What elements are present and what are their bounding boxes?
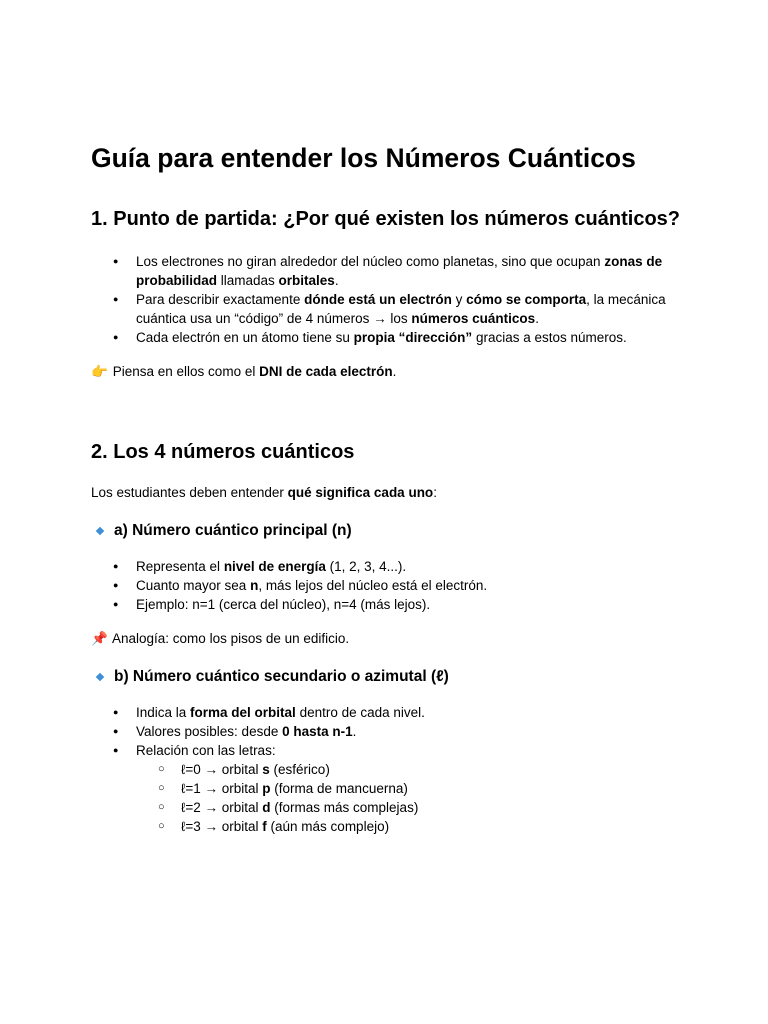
list-item: ● Para describir exactamente dónde está un electrón y cómo se comporta, la mecánica cuántica usa un “código” de 4 números → los números cuánticos.	[91, 290, 691, 328]
list-item: ○ ℓ=3 → orbital f (aún más complejo)	[91, 817, 691, 836]
section-1-list	[91, 252, 691, 347]
page-title: Guía para entender los Números Cuánticos	[91, 143, 636, 173]
pointing-hand-icon: 👉	[91, 364, 108, 379]
list-item: ● Relación con las letras: ○ ℓ=0 → orbital s (esférico) ○ ℓ=1 → orbital p (forma de mancuerna) ○ ℓ=2 → orbital d (formas más complejas) ○ ℓ=3 → orbital f (aún más complejo)	[91, 741, 691, 836]
list-item: ○ ℓ=1 → orbital p (forma de mancuerna)	[91, 779, 691, 798]
list-item: ○ ℓ=0 → orbital s (esférico)	[91, 760, 691, 779]
list-item: ● Representa el nivel de energía (1, 2, 3, 4...).	[91, 557, 691, 576]
list-item: ○ ℓ=2 → orbital d (formas más complejas)	[91, 798, 691, 817]
list-item: ● Cuanto mayor sea n, más lejos del núcleo está el electrón.	[91, 576, 691, 595]
section-2-heading: 2. Los 4 números cuánticos	[91, 441, 355, 463]
subsection-a-heading: a) Número cuántico principal (n)	[90, 520, 691, 542]
dni-note: 👉 Piensa en ellos como el DNI de cada electrón.	[91, 364, 397, 379]
section-1-heading: 1. Punto de partida: ¿Por qué existen los números cuánticos?	[91, 208, 680, 230]
section-2-intro: Los estudiantes deben entender qué significa cada uno:	[91, 485, 437, 500]
subsection-b-heading: b) Número cuántico secundario o azimutal (ℓ)	[90, 666, 691, 688]
pushpin-icon: 📌	[91, 631, 108, 646]
subsection-b-list	[91, 703, 691, 836]
analogy-note: 📌 Analogía: como los pisos de un edificio.	[91, 631, 350, 646]
diamond-icon	[96, 527, 104, 535]
document-content	[91, 138, 691, 836]
subsection-a-list	[91, 557, 691, 614]
list-item: ● Cada electrón en un átomo tiene su propia “dirección” gracias a estos números.	[91, 328, 691, 347]
list-item: ● Indica la forma del orbital dentro de cada nivel.	[91, 703, 691, 722]
list-item: ● Valores posibles: desde 0 hasta n-1.	[91, 722, 691, 741]
list-item: ● Ejemplo: n=1 (cerca del núcleo), n=4 (más lejos).	[91, 595, 691, 614]
orbital-letters-list	[136, 760, 691, 836]
list-item: ● Los electrones no giran alrededor del núcleo como planetas, sino que ocupan zonas de probabilidad llamadas orbitales.	[91, 252, 691, 290]
diamond-icon	[96, 673, 104, 681]
